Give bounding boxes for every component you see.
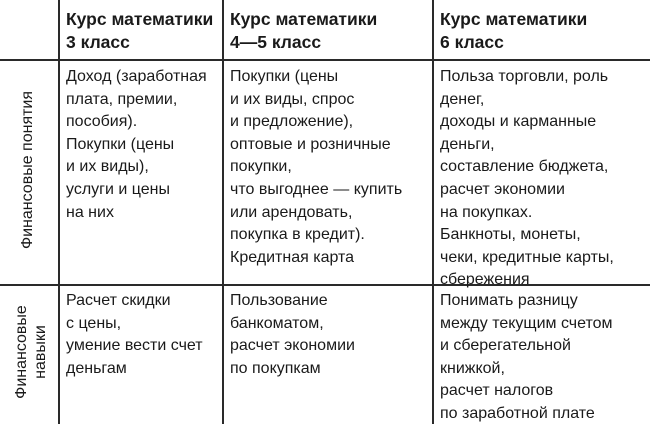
header-grade-4-5: Курс математики 4—5 класс	[230, 9, 378, 52]
column-divider	[222, 0, 224, 424]
concepts-grade-4-5: Покупки (цены и их виды, спрос и предложение), оптовые и розничные покупки, что выгоднее — купить или арендовать, покупка в кредит). Кредитная карта	[230, 68, 403, 266]
header-grade-6: Курс математики 6 класс	[440, 9, 588, 52]
skills-grade-6: Понимать разницу между текущим счетом и сберегательной книжкой, расчет налогов по заработной плате	[440, 292, 613, 422]
skills-grade-4-5: Пользование банкоматом, расчет экономии по покупкам	[230, 292, 355, 377]
concepts-grade-6: Польза торговли, роль денег, доходы и карманные деньги, составление бюджета, расчет экономии на покупках. Банкноты, монеты, чеки, кредитные карты, сбережения	[440, 68, 614, 289]
skills-grade-3: Расчет скидки с цены, умение вести счет деньгам	[66, 292, 203, 377]
column-divider	[58, 0, 60, 424]
row-label-financial-concepts: Финансовые понятия	[19, 90, 36, 250]
row-label-financial-skills: Финансовые навыки	[13, 305, 49, 399]
column-divider	[432, 0, 434, 424]
header-divider	[0, 59, 650, 61]
header-grade-3: Курс математики 3 класс	[66, 9, 214, 52]
concepts-grade-3: Доход (заработная плата, премии, пособия). Покупки (цены и их виды), услуги и цены на них	[66, 68, 207, 221]
